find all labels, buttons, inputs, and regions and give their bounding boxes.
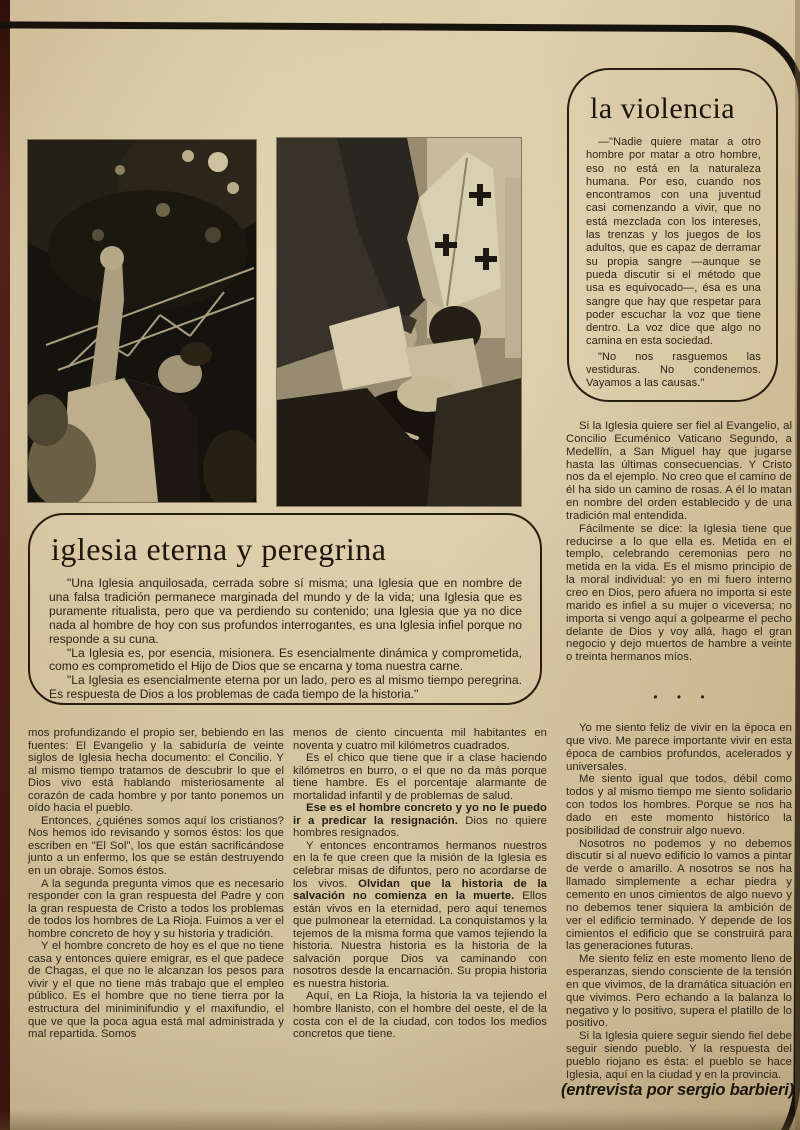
body-paragraph: Si la Iglesia quiere ser fiel al Evangelio, al Concilio Ecuménico Vaticano Segundo, a Medellín, a San Miguel hay que jugarse hasta las últimas consecuencias. Y Cristo nos da el ejemplo. No creo que el camino de él ha sido un camino de rosas. A él lo matan en nombre del orden establecido y de una tradición mal entendida. bbox=[566, 420, 792, 522]
iglesia-paragraph: "La Iglesia es, por esencia, misionera. Es esencialmente dinámica y comprometida, como es comprometido el Hijo de Dios que se encarna y toma nuestra carne. bbox=[49, 645, 522, 674]
violencia-paragraph: "No nos rasguemos las vestiduras. No condenemos. Vayamos a las causas." bbox=[586, 350, 761, 390]
body-paragraph: Yo me siento feliz de vivir en la época en que vivo. Me parece importante vivir en esta época de cambios profundos, acelerados y universales. bbox=[566, 722, 792, 773]
body-paragraph: Si la Iglesia quiere seguir siendo fiel debe seguir siendo pueblo. Y la respuesta del pueblo riojano es ésta: el pueblo se hace Iglesia, aquí en la ciudad y en la provincia. bbox=[566, 1030, 792, 1081]
bold-lead: Ese es el hombre concreto y yo no le puedo ir a predicar la resignación. bbox=[293, 802, 547, 827]
body-paragraph: Y el hombre concreto de hoy es el que no tiene casa y entonces quiere emigrar, es el que padece de Chagas, el que no le alcanzan los pesos para vivir y el que no tiene más trabajo que el empleo público. Es el hombre que no tiene tierra por la estructura del miniminifundio y el maxifundio, el que ve que la poca agua está mal administrada y mal repartida. Somos bbox=[28, 940, 284, 1041]
column-right-top bbox=[566, 420, 792, 664]
box-iglesia-eterna bbox=[28, 513, 542, 705]
body-paragraph: Entonces, ¿quiénes somos aquí los cristianos? Nos hemos ido revisando y somos éstos: los que escriben en "El Sol", los que están sacrificándose junto a un enfermo, los que se están destruyendo en un obraje. Somos éstos. bbox=[28, 814, 284, 878]
column-left bbox=[28, 727, 284, 1041]
box-la-violencia bbox=[567, 68, 778, 402]
paragraph-rest: Ellos están vivos en la eternidad, pero aquí tenemos que pulmonear la eternidad. La conquistamos y la tejemos de la misma forma que vamos tejiendo la historia. Nuestra historia es la historia de la salvación porque Dios va caminando con nosotros desde la encarnación. Su propia historia es nuestra historia. bbox=[293, 890, 547, 990]
photo-right-art bbox=[277, 138, 521, 506]
body-paragraph: Fácilmente se dice: la Iglesia tiene que reducirse a lo que ella es. Metida en el templo, celebrando ceremonias pero no metida en la vida. Es el mismo principio de la moral individual: yo en mi fuero interno creo en Dios, pero afuera no importa si este marido es infiel a su mujer o viceversa; no importa si vengo aquí a golpearme el pecho delante de Dios y voy allá, hago el gran negocio y dejo muertos de hambre a veinte o treinta hermanos míos. bbox=[566, 522, 792, 664]
body-paragraph: Aquí, en La Rioja, la historia la va tejiendo el hombre llanisto, con el hombre del oeste, el de la costa con el de la ciudad, con todos los medios concretos que tiene. bbox=[293, 990, 547, 1041]
page-spine-strip bbox=[0, 0, 10, 1130]
photo-bishop-with-mitre-embracing-man bbox=[277, 138, 521, 506]
body-paragraph bbox=[293, 840, 547, 991]
bold-emphasis: Olvidan que la historia de la salvación no comienza en la muerte. bbox=[293, 877, 547, 903]
column-right-bottom bbox=[566, 722, 792, 1082]
body-paragraph: Nosotros no podemos y no debemos discutir si al nuevo edificio lo vamos a pintar de verde o amarillo. A nosotros se nos ha llamado simplemente a echar piedra y cemento en unos cimientos de algo nuevo y no debemos tener siquiera la ambición de ver el edificio terminado. Y depende de los cimientos el edificio que se construirá para las generaciones futuras. bbox=[566, 837, 792, 953]
body-paragraph: Me siento igual que todos, débil como todos y al mismo tiempo me siento solidario con todos los hombres. Porque se nos ha dado en este momento histórico la posibilidad de construir algo nuevo. bbox=[566, 773, 792, 837]
page-bottom-shade bbox=[0, 1110, 800, 1130]
body-paragraph bbox=[293, 802, 547, 840]
photo-left-art bbox=[28, 140, 256, 502]
interview-byline: (entrevista por sergio barbieri) bbox=[561, 1081, 794, 1099]
body-paragraph: menos de ciento cincuenta mil habitantes en noventa y cuatro mil kilómetros cuadrados. bbox=[293, 727, 547, 752]
iglesia-title: iglesia eterna y peregrina bbox=[51, 531, 387, 567]
photo-man-picking-fruit-under-tree bbox=[28, 140, 256, 502]
iglesia-paragraph: "La Iglesia es esencialmente eterna por un lado, pero es al mismo tiempo peregrina. Es respuesta de Dios a los problemas de cada tiempo de la historia." bbox=[49, 673, 522, 702]
body-paragraph: mos profundizando el propio ser, bebiendo en las fuentes: El Evangelio y la sabiduría de veinte siglos de Iglesia hecha documento: el Concilio. Y al mismo tiempo tratamos de descubrir lo que el Dios vivo está hablando misteriosamente al corazón de cada hombre y por tanto ponemos un oído hacia el pueblo. bbox=[28, 727, 284, 815]
page-edge-shade bbox=[795, 0, 800, 1130]
paragraph-lead: Y entonces encontramos hermanos nuestros en la fe que creen que la misión de la Iglesia es celebrar misas de difuntos, pero no acordarse de los vivos. bbox=[293, 839, 547, 890]
body-paragraph: Es el chico que tiene que ir a clase haciendo kilómetros en burro, o el que no da más porque tiene hambre. Es el porcentaje alarmante de mortalidad infantil y de problemas de salud. bbox=[293, 752, 547, 802]
violencia-title: la violencia bbox=[590, 92, 736, 125]
violencia-paragraph: —"Nadie quiere matar a otro hombre por matar a otro hombre, eso no está en la naturaleza humana. Por eso, cuando nos encontramos con una juventud casi comenzando a vivir, que no está mezclada con los intereses, las trenzas y los juegos de los adultos, que es capaz de derramar su propia sangre —aunque se pueda discutir si el método que usa es equivocado—, ésa es una sangre que hay que respetar para poder escuchar la voz que tiene dentro. La voz dice que algo no camina en esta sociedad. bbox=[586, 136, 761, 348]
column-middle bbox=[293, 727, 547, 1041]
section-separator-dots: • • • bbox=[653, 690, 705, 704]
iglesia-paragraph: "Una Iglesia anquilosada, cerrada sobre sí misma; una Iglesia que en nombre de una falsa tradición permanece marginada del mundo y de la vida; una Iglesia que es puramente ritualista, pero que va perdiendo su contenido; una Iglesia que ya no dice nada al hombre de hoy con sus profundos interrogantes, es una Iglesia infiel porque no responde a su cuna. bbox=[49, 576, 522, 646]
body-paragraph: A la segunda pregunta vimos que es necesario responder con la gran respuesta del Padre y con la gran respuesta de Cristo a todos los problemas de todos los hombres de La Rioja. Fuimos a ver el hombre concreto de hoy y su historia y tradición. bbox=[28, 877, 284, 940]
paragraph-rest: Dios no quiere hombres resignados. bbox=[293, 814, 548, 840]
body-paragraph: Me siento feliz en este momento lleno de esperanzas, siendo consciente de la tensión en que vivimos, de la dramática situación en que vivimos. Pero echando a la balanza lo negativo y lo positivo, supera el platillo de lo positivo. bbox=[566, 953, 792, 1030]
